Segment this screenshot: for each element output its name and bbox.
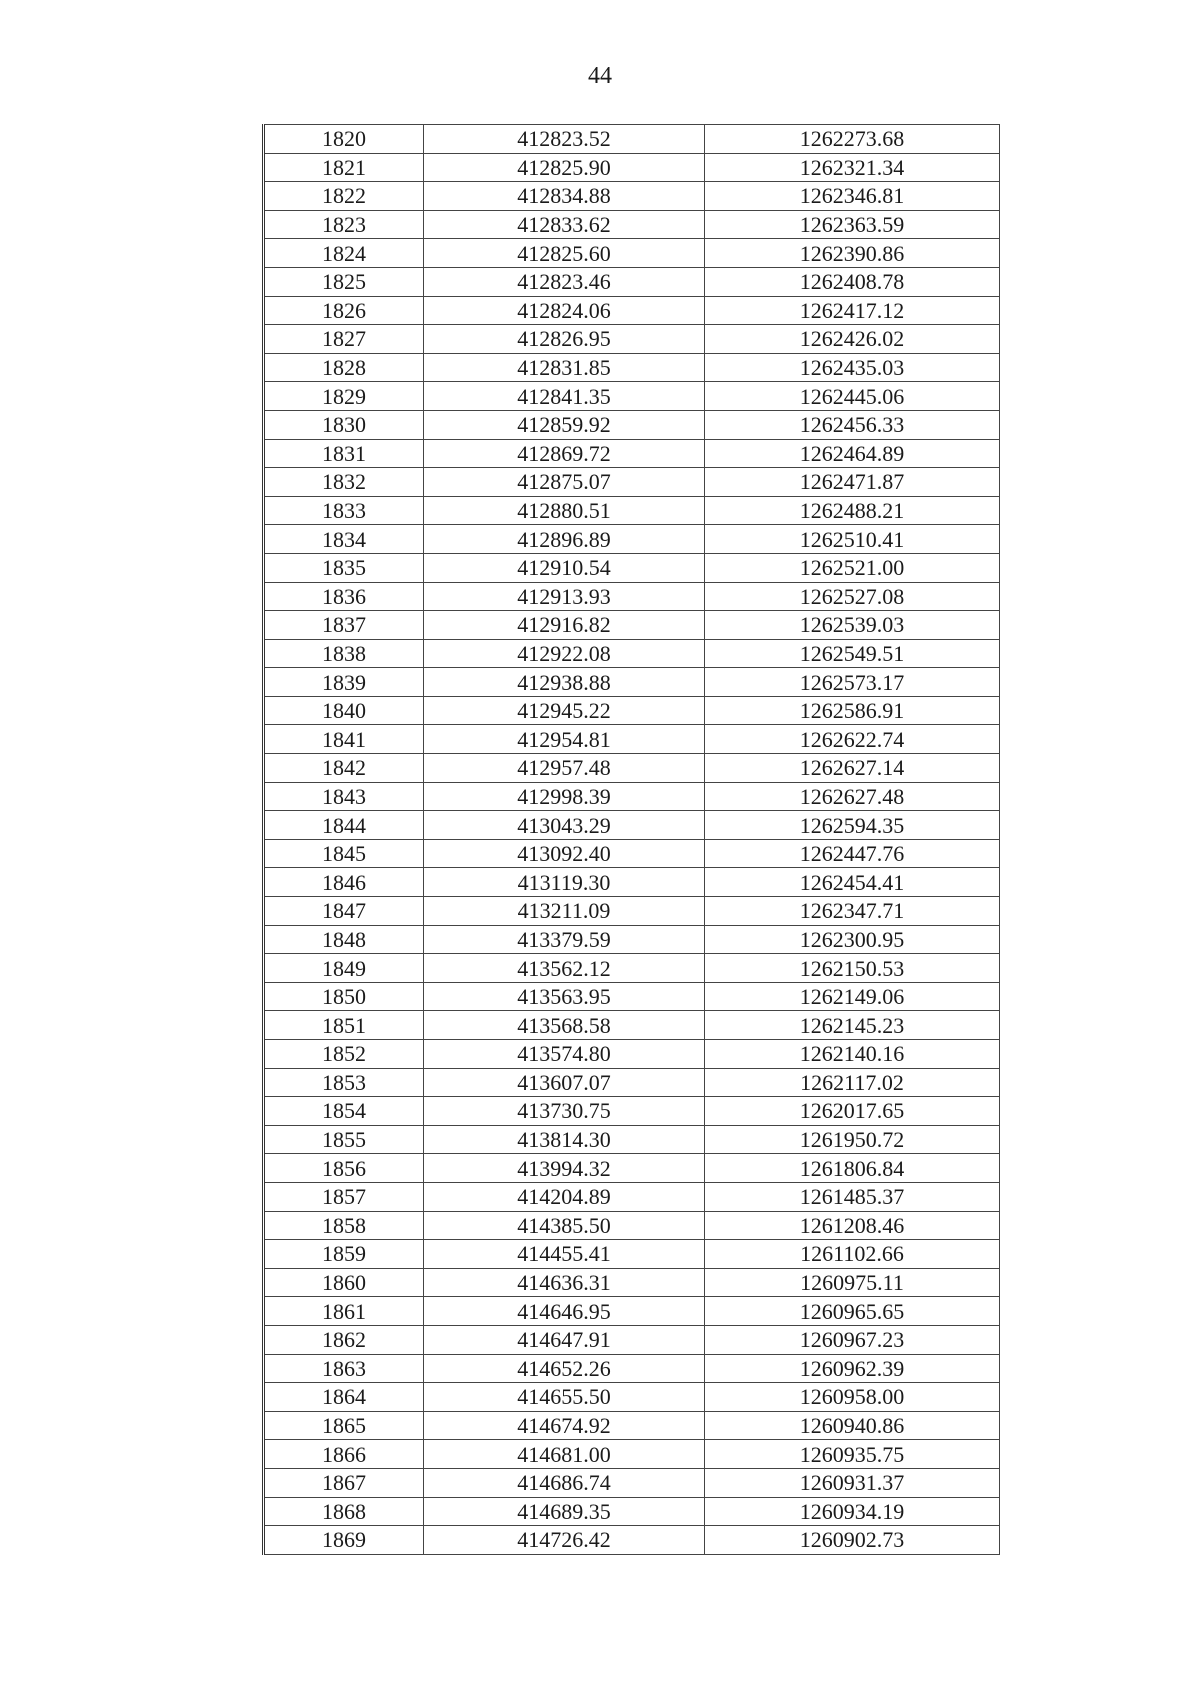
y-coordinate-cell: 1262627.14 <box>705 754 1000 783</box>
x-coordinate-cell: 413562.12 <box>424 954 705 983</box>
x-coordinate-cell: 413994.32 <box>424 1154 705 1183</box>
y-coordinate-cell: 1261806.84 <box>705 1154 1000 1183</box>
x-coordinate-cell: 413092.40 <box>424 839 705 868</box>
table-row <box>264 296 1000 325</box>
table-row <box>264 1240 1000 1269</box>
point-number-cell: 1852 <box>264 1040 424 1069</box>
table-row <box>264 1468 1000 1497</box>
point-number-cell: 1824 <box>264 239 424 268</box>
point-number-cell: 1838 <box>264 639 424 668</box>
y-coordinate-cell: 1262145.23 <box>705 1011 1000 1040</box>
x-coordinate-cell: 412910.54 <box>424 553 705 582</box>
y-coordinate-cell: 1262363.59 <box>705 210 1000 239</box>
y-coordinate-cell: 1262117.02 <box>705 1068 1000 1097</box>
point-number-cell: 1849 <box>264 954 424 983</box>
x-coordinate-cell: 412834.88 <box>424 182 705 211</box>
x-coordinate-cell: 412916.82 <box>424 611 705 640</box>
point-number-cell: 1835 <box>264 553 424 582</box>
table-row <box>264 754 1000 783</box>
x-coordinate-cell: 414455.41 <box>424 1240 705 1269</box>
table-row <box>264 1354 1000 1383</box>
point-number-cell: 1857 <box>264 1182 424 1211</box>
table-row <box>264 353 1000 382</box>
x-coordinate-cell: 412825.90 <box>424 153 705 182</box>
y-coordinate-cell: 1262456.33 <box>705 410 1000 439</box>
table-row <box>264 1411 1000 1440</box>
x-coordinate-cell: 413607.07 <box>424 1068 705 1097</box>
point-number-cell: 1867 <box>264 1468 424 1497</box>
page-number: 44 <box>588 63 612 89</box>
x-coordinate-cell: 414385.50 <box>424 1211 705 1240</box>
y-coordinate-cell: 1260935.75 <box>705 1440 1000 1469</box>
y-coordinate-cell: 1261102.66 <box>705 1240 1000 1269</box>
point-number-cell: 1847 <box>264 897 424 926</box>
y-coordinate-cell: 1262390.86 <box>705 239 1000 268</box>
table-row <box>264 1097 1000 1126</box>
table-row <box>264 439 1000 468</box>
point-number-cell: 1833 <box>264 496 424 525</box>
y-coordinate-cell: 1260931.37 <box>705 1468 1000 1497</box>
point-number-cell: 1832 <box>264 468 424 497</box>
y-coordinate-cell: 1262150.53 <box>705 954 1000 983</box>
y-coordinate-cell: 1262408.78 <box>705 267 1000 296</box>
y-coordinate-cell: 1260975.11 <box>705 1268 1000 1297</box>
y-coordinate-cell: 1262300.95 <box>705 925 1000 954</box>
table-row <box>264 868 1000 897</box>
table-row <box>264 1526 1000 1555</box>
point-number-cell: 1846 <box>264 868 424 897</box>
point-number-cell: 1844 <box>264 811 424 840</box>
table-row <box>264 611 1000 640</box>
point-number-cell: 1825 <box>264 267 424 296</box>
x-coordinate-cell: 414686.74 <box>424 1468 705 1497</box>
point-number-cell: 1820 <box>264 125 424 154</box>
y-coordinate-cell: 1262454.41 <box>705 868 1000 897</box>
point-number-cell: 1827 <box>264 325 424 354</box>
y-coordinate-cell: 1260962.39 <box>705 1354 1000 1383</box>
x-coordinate-cell: 412957.48 <box>424 754 705 783</box>
y-coordinate-cell: 1262510.41 <box>705 525 1000 554</box>
point-number-cell: 1864 <box>264 1383 424 1412</box>
table-row <box>264 1497 1000 1526</box>
point-number-cell: 1850 <box>264 982 424 1011</box>
table-row <box>264 725 1000 754</box>
point-number-cell: 1831 <box>264 439 424 468</box>
x-coordinate-cell: 413568.58 <box>424 1011 705 1040</box>
table-row <box>264 1325 1000 1354</box>
y-coordinate-cell: 1262273.68 <box>705 125 1000 154</box>
table-row <box>264 954 1000 983</box>
point-number-cell: 1845 <box>264 839 424 868</box>
table-row <box>264 982 1000 1011</box>
table-row <box>264 839 1000 868</box>
table-row <box>264 239 1000 268</box>
x-coordinate-cell: 412896.89 <box>424 525 705 554</box>
x-coordinate-cell: 414646.95 <box>424 1297 705 1326</box>
x-coordinate-cell: 414204.89 <box>424 1182 705 1211</box>
point-number-cell: 1830 <box>264 410 424 439</box>
table-row <box>264 696 1000 725</box>
coordinates-table-body <box>264 125 1000 1555</box>
y-coordinate-cell: 1262149.06 <box>705 982 1000 1011</box>
x-coordinate-cell: 413563.95 <box>424 982 705 1011</box>
point-number-cell: 1839 <box>264 668 424 697</box>
point-number-cell: 1841 <box>264 725 424 754</box>
y-coordinate-cell: 1262346.81 <box>705 182 1000 211</box>
point-number-cell: 1828 <box>264 353 424 382</box>
x-coordinate-cell: 412938.88 <box>424 668 705 697</box>
y-coordinate-cell: 1260902.73 <box>705 1526 1000 1555</box>
y-coordinate-cell: 1262521.00 <box>705 553 1000 582</box>
table-row <box>264 468 1000 497</box>
point-number-cell: 1822 <box>264 182 424 211</box>
point-number-cell: 1860 <box>264 1268 424 1297</box>
x-coordinate-cell: 414674.92 <box>424 1411 705 1440</box>
y-coordinate-cell: 1262549.51 <box>705 639 1000 668</box>
table-row <box>264 925 1000 954</box>
y-coordinate-cell: 1262417.12 <box>705 296 1000 325</box>
table-row <box>264 1125 1000 1154</box>
point-number-cell: 1855 <box>264 1125 424 1154</box>
x-coordinate-cell: 412913.93 <box>424 582 705 611</box>
x-coordinate-cell: 412841.35 <box>424 382 705 411</box>
point-number-cell: 1868 <box>264 1497 424 1526</box>
point-number-cell: 1869 <box>264 1526 424 1555</box>
y-coordinate-cell: 1260934.19 <box>705 1497 1000 1526</box>
y-coordinate-cell: 1262445.06 <box>705 382 1000 411</box>
table-row <box>264 525 1000 554</box>
point-number-cell: 1853 <box>264 1068 424 1097</box>
table-row <box>264 1440 1000 1469</box>
x-coordinate-cell: 412823.46 <box>424 267 705 296</box>
x-coordinate-cell: 414655.50 <box>424 1383 705 1412</box>
point-number-cell: 1821 <box>264 153 424 182</box>
y-coordinate-cell: 1262017.65 <box>705 1097 1000 1126</box>
y-coordinate-cell: 1262347.71 <box>705 897 1000 926</box>
point-number-cell: 1840 <box>264 696 424 725</box>
x-coordinate-cell: 412831.85 <box>424 353 705 382</box>
x-coordinate-cell: 412954.81 <box>424 725 705 754</box>
x-coordinate-cell: 412922.08 <box>424 639 705 668</box>
table-row <box>264 182 1000 211</box>
x-coordinate-cell: 413119.30 <box>424 868 705 897</box>
y-coordinate-cell: 1260940.86 <box>705 1411 1000 1440</box>
x-coordinate-cell: 412998.39 <box>424 782 705 811</box>
table-row <box>264 1383 1000 1412</box>
y-coordinate-cell: 1262464.89 <box>705 439 1000 468</box>
x-coordinate-cell: 412826.95 <box>424 325 705 354</box>
y-coordinate-cell: 1262539.03 <box>705 611 1000 640</box>
table-row <box>264 1154 1000 1183</box>
x-coordinate-cell: 414726.42 <box>424 1526 705 1555</box>
x-coordinate-cell: 413814.30 <box>424 1125 705 1154</box>
table-row <box>264 1211 1000 1240</box>
table-row <box>264 210 1000 239</box>
y-coordinate-cell: 1262471.87 <box>705 468 1000 497</box>
y-coordinate-cell: 1262447.76 <box>705 839 1000 868</box>
table-row <box>264 811 1000 840</box>
table-row <box>264 153 1000 182</box>
x-coordinate-cell: 413379.59 <box>424 925 705 954</box>
x-coordinate-cell: 412824.06 <box>424 296 705 325</box>
table-row <box>264 382 1000 411</box>
y-coordinate-cell: 1262627.48 <box>705 782 1000 811</box>
point-number-cell: 1843 <box>264 782 424 811</box>
y-coordinate-cell: 1260967.23 <box>705 1325 1000 1354</box>
y-coordinate-cell: 1260965.65 <box>705 1297 1000 1326</box>
table-row <box>264 553 1000 582</box>
x-coordinate-cell: 413211.09 <box>424 897 705 926</box>
y-coordinate-cell: 1262573.17 <box>705 668 1000 697</box>
y-coordinate-cell: 1260958.00 <box>705 1383 1000 1412</box>
point-number-cell: 1826 <box>264 296 424 325</box>
point-number-cell: 1865 <box>264 1411 424 1440</box>
table-row <box>264 1297 1000 1326</box>
x-coordinate-cell: 413574.80 <box>424 1040 705 1069</box>
table-row <box>264 897 1000 926</box>
x-coordinate-cell: 412823.52 <box>424 125 705 154</box>
x-coordinate-cell: 414681.00 <box>424 1440 705 1469</box>
y-coordinate-cell: 1262140.16 <box>705 1040 1000 1069</box>
table-row <box>264 267 1000 296</box>
x-coordinate-cell: 413730.75 <box>424 1097 705 1126</box>
table-row <box>264 1068 1000 1097</box>
point-number-cell: 1863 <box>264 1354 424 1383</box>
point-number-cell: 1851 <box>264 1011 424 1040</box>
point-number-cell: 1842 <box>264 754 424 783</box>
y-coordinate-cell: 1262435.03 <box>705 353 1000 382</box>
y-coordinate-cell: 1262594.35 <box>705 811 1000 840</box>
y-coordinate-cell: 1261950.72 <box>705 1125 1000 1154</box>
x-coordinate-cell: 414652.26 <box>424 1354 705 1383</box>
point-number-cell: 1859 <box>264 1240 424 1269</box>
point-number-cell: 1854 <box>264 1097 424 1126</box>
y-coordinate-cell: 1261208.46 <box>705 1211 1000 1240</box>
x-coordinate-cell: 412869.72 <box>424 439 705 468</box>
point-number-cell: 1856 <box>264 1154 424 1183</box>
point-number-cell: 1866 <box>264 1440 424 1469</box>
table-row <box>264 325 1000 354</box>
x-coordinate-cell: 412825.60 <box>424 239 705 268</box>
table-row <box>264 639 1000 668</box>
table-row <box>264 496 1000 525</box>
y-coordinate-cell: 1262586.91 <box>705 696 1000 725</box>
point-number-cell: 1829 <box>264 382 424 411</box>
table-row <box>264 1182 1000 1211</box>
table-row <box>264 1011 1000 1040</box>
table-row <box>264 668 1000 697</box>
point-number-cell: 1858 <box>264 1211 424 1240</box>
x-coordinate-cell: 414636.31 <box>424 1268 705 1297</box>
x-coordinate-cell: 412833.62 <box>424 210 705 239</box>
coordinates-table <box>262 124 1000 1555</box>
x-coordinate-cell: 412875.07 <box>424 468 705 497</box>
table-row <box>264 410 1000 439</box>
y-coordinate-cell: 1262622.74 <box>705 725 1000 754</box>
y-coordinate-cell: 1262321.34 <box>705 153 1000 182</box>
point-number-cell: 1823 <box>264 210 424 239</box>
point-number-cell: 1837 <box>264 611 424 640</box>
point-number-cell: 1836 <box>264 582 424 611</box>
y-coordinate-cell: 1262426.02 <box>705 325 1000 354</box>
x-coordinate-cell: 412880.51 <box>424 496 705 525</box>
point-number-cell: 1862 <box>264 1325 424 1354</box>
x-coordinate-cell: 414689.35 <box>424 1497 705 1526</box>
x-coordinate-cell: 413043.29 <box>424 811 705 840</box>
x-coordinate-cell: 412945.22 <box>424 696 705 725</box>
y-coordinate-cell: 1262527.08 <box>705 582 1000 611</box>
y-coordinate-cell: 1262488.21 <box>705 496 1000 525</box>
table-row <box>264 125 1000 154</box>
point-number-cell: 1861 <box>264 1297 424 1326</box>
table-row <box>264 1040 1000 1069</box>
table-row <box>264 1268 1000 1297</box>
x-coordinate-cell: 414647.91 <box>424 1325 705 1354</box>
table-row <box>264 782 1000 811</box>
point-number-cell: 1848 <box>264 925 424 954</box>
table-row <box>264 582 1000 611</box>
point-number-cell: 1834 <box>264 525 424 554</box>
x-coordinate-cell: 412859.92 <box>424 410 705 439</box>
y-coordinate-cell: 1261485.37 <box>705 1182 1000 1211</box>
